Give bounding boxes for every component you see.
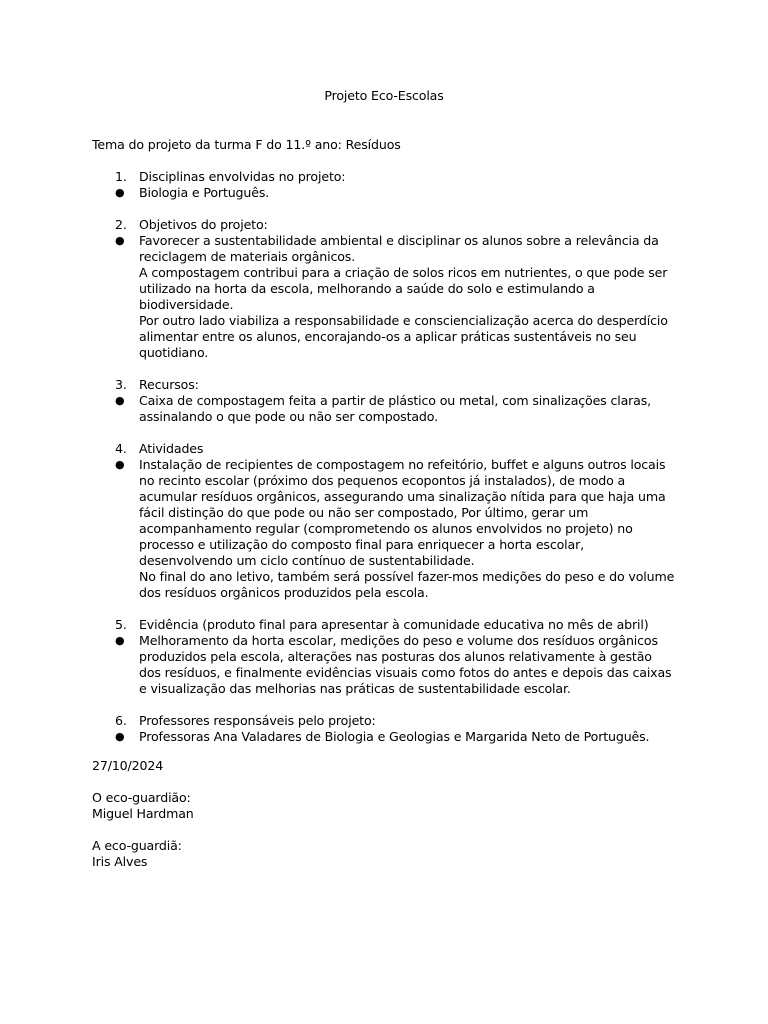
section-evidence (115, 617, 675, 697)
document-footer (92, 758, 194, 870)
section-heading (115, 617, 675, 633)
guardian-male-name: Miguel Hardman (92, 806, 194, 821)
bullet-item (115, 185, 675, 201)
section-objectives (115, 217, 675, 361)
project-theme: Tema do projeto da turma F do 11.º ano: Resíduos (92, 137, 401, 152)
section-heading (115, 377, 675, 393)
document-title: Projeto Eco-Escolas (324, 88, 444, 103)
bullet-icon: ● (115, 730, 125, 743)
bullet-text: Instalação de recipientes de compostagem no refeitório, buffet e alguns outros locais no recinto escolar (próximo dos pequenos ecopontos já instalados), de modo a acumular resíduos orgânicos, assegurando uma sinalização nítida para que haja uma fácil distinção do que pode ou não ser compostado, Por último, gerar um acompanhamento regular (comprometendo os alunos envolvidos no projeto) no processo e utilização do composto final para enriquecer a horta escolar, desenvolvendo um ciclo contínuo de sustentabilidade. (139, 457, 666, 568)
bullet-item (115, 393, 675, 425)
section-heading-text: Evidência (produto final para apresentar à comunidade educativa no mês de abril) (139, 617, 649, 632)
bullet-icon: ● (115, 234, 125, 247)
section-heading-text: Disciplinas envolvidas no projeto: (139, 169, 346, 184)
guardian-male-label: O eco-guardião: (92, 790, 191, 805)
bullet-text: Caixa de compostagem feita a partir de plástico ou metal, com sinalizações claras, assinalando o que pode ou não ser compostado. (139, 393, 652, 424)
body-paragraph: No final do ano letivo, também será possível fazer-mos medições do peso e do volume dos resíduos orgânicos produzidos pela escola. (139, 569, 675, 600)
section-teachers (115, 713, 675, 745)
section-list (115, 169, 675, 761)
bullet-text: Professoras Ana Valadares de Biologia e Geologias e Margarida Neto de Português. (139, 729, 650, 744)
guardian-female-label: A eco-guardiã: (92, 838, 182, 853)
section-heading (115, 441, 675, 457)
section-heading-text: Atividades (139, 441, 204, 456)
bullet-icon: ● (115, 458, 125, 471)
bullet-item (115, 233, 675, 265)
bullet-item (115, 457, 675, 569)
body-paragraph: A compostagem contribui para a criação de solos ricos em nutrientes, o que pode ser utilizado na horta da escola, melhorando a saúde do solo e estimulando a biodiversidade. (139, 265, 668, 312)
bullet-text: Favorecer a sustentabilidade ambiental e disciplinar os alunos sobre a relevância da reciclagem de materiais orgânicos. (139, 233, 659, 264)
bullet-text: Biologia e Português. (139, 185, 270, 200)
bullet-icon: ● (115, 634, 125, 647)
section-number: 6. (115, 713, 127, 728)
section-heading (115, 217, 675, 233)
body-paragraph: Por outro lado viabiliza a responsabilidade e consciencialização acerca do desperdício alimentar entre os alunos, encorajando-os a aplicar práticas sustentáveis no seu quotidiano. (139, 313, 668, 360)
section-heading (115, 169, 675, 185)
section-number: 4. (115, 441, 127, 456)
bullet-item (115, 633, 675, 697)
bullet-text: Melhoramento da horta escolar, medições do peso e volume dos resíduos orgânicos produzidos pela escola, alterações nas posturas dos alunos relativamente à gestão dos resíduos, e finalmente evidências visuais como fotos do antes e depois das caixas e visualização das melhorias nas práticas de sustentabilidade escolar. (139, 633, 672, 696)
section-number: 3. (115, 377, 127, 392)
section-heading-text: Recursos: (139, 377, 199, 392)
section-number: 5. (115, 617, 127, 632)
section-disciplines (115, 169, 675, 201)
section-heading-text: Professores responsáveis pelo projeto: (139, 713, 376, 728)
section-heading (115, 713, 675, 729)
bullet-icon: ● (115, 394, 125, 407)
section-activities (115, 441, 675, 601)
section-number: 2. (115, 217, 127, 232)
bullet-item (115, 729, 675, 745)
section-number: 1. (115, 169, 127, 184)
guardian-female-name: Iris Alves (92, 854, 148, 869)
bullet-icon: ● (115, 186, 125, 199)
section-heading-text: Objetivos do projeto: (139, 217, 268, 232)
section-resources (115, 377, 675, 425)
document-date: 27/10/2024 (92, 758, 164, 773)
